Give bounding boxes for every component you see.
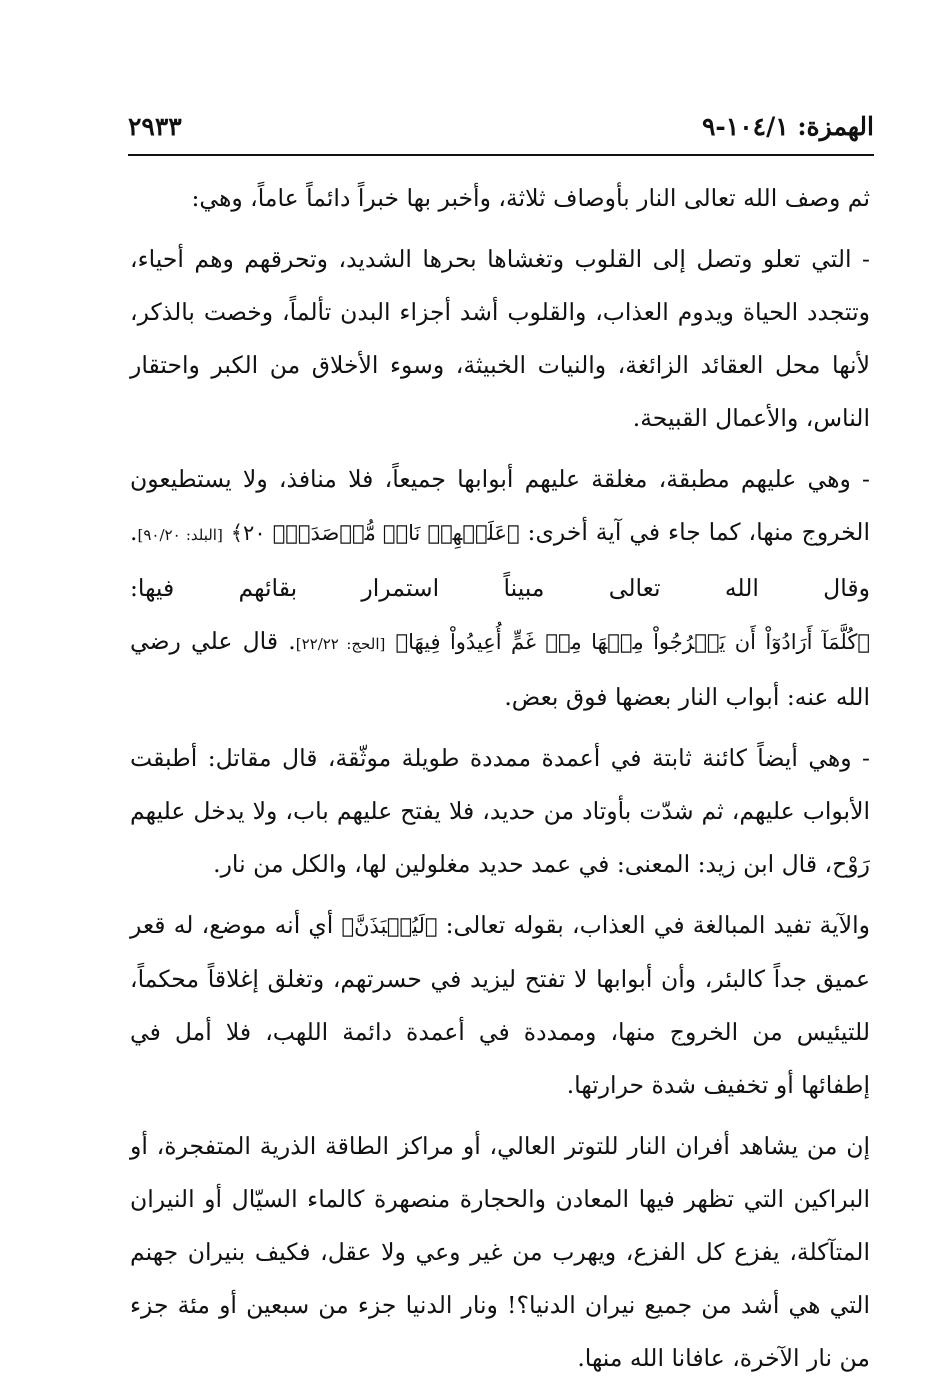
page-number: ٢٩٣٣ [128, 112, 182, 141]
page-header [128, 112, 874, 156]
header-rule [128, 154, 874, 156]
paragraph-text: أي أنه موضع، له قعر عميق جداً كالبئر، وأن أبوابها لا تفتح ليزيد في حسرتهم، وتغلق إغلاقاً محكماً، للتيئيس من الخروج منها، وممددة في أعمدة دائمة اللهب، فلا أمل في إطفائها أو تخفيف شدة حرارتها. [130, 911, 870, 1099]
quran-verse: ﴿لَيُنۢبَذَنَّ﴾ [341, 914, 438, 938]
paragraph-columns [130, 732, 870, 891]
quran-verse: ﴿كُلَّمَآ أَرَادُوٓاْ أَن يَخۡرُجُواْ مِنۡهَا مِنۡ غَمٍّ أُعِيدُواْ فِيهَا﴾ [395, 630, 870, 654]
paragraph-text: - وهي عليهم مطبقة، مغلقة عليهم أبوابها جميعاً، فلا منافذ، ولا يستطيعون الخروج منها، كما جاء في آية أخرى: [130, 465, 870, 546]
paragraph-hearts [130, 233, 870, 445]
paragraph-conclusion [130, 1120, 870, 1385]
paragraph-text: ثم وصف الله تعالى النار بأوصاف ثلاثة، وأخبر بها خبراً دائماً عاماً، وهي: [191, 184, 870, 212]
paragraph-text: - التي تعلو وتصل إلى القلوب وتغشاها بحرها الشديد، وتحرقهم وهم أحياء، وتتجدد الحياة ويدوم العذاب، والقلوب أشد أجزاء البدن تألماً، وخصت بالذكر، لأنها محل العقائد الزائغة، والنيات الخبيثة، وسوء الأخلاق من الكبر واحتقار الناس، والأعمال القبيحة. [130, 245, 870, 432]
running-head: الهمزة: ١٠٤/١-٩ [701, 112, 874, 141]
page-body [130, 172, 870, 1385]
paragraph-text: . وقال الله تعالى مبيناً استمرار بقائهم فيها: [130, 518, 870, 602]
verse-reference: [الحج: ٢٢/٢٢] [295, 635, 386, 653]
paragraph-intro [130, 172, 870, 225]
paragraph-text: . قال علي رضي الله عنه: أبواب النار بعضها فوق بعض. [130, 627, 870, 711]
paragraph-emphasis [130, 899, 870, 1112]
verse-reference: [البلد: ٩٠/٢٠] [137, 526, 223, 544]
paragraph-text: إن من يشاهد أفران النار للتوتر العالي، أو مراكز الطاقة الذرية المتفجرة، أو البراكين التي تظهر فيها المعادن والحجارة منصهرة كالماء السيّال أو النيران المتآكلة، يفزع كل الفزع، ويهرب من غير وعي ولا عقل، فكيف بنيران جهنم التي هي أشد من جميع نيران الدنيا؟! ونار الدنيا جزء من سبعين أو مئة جزء من نار الآخرة، عافانا الله منها. [130, 1132, 870, 1372]
quran-verse: ﴿عَلَيۡهِمۡ نَارٞ مُّؤۡصَدَةُۢ ٢٠﴾ [230, 521, 520, 545]
paragraph-text: والآية تفيد المبالغة في العذاب، بقوله تعالى: [445, 911, 870, 939]
paragraph-text: - وهي أيضاً كائنة ثابتة في أعمدة ممددة طويلة موثّقة، قال مقاتل: أطبقت الأبواب عليهم، ثم شدّت بأوتاد من حديد، فلا يفتح عليهم باب، ولا يدخل عليهم رَوْح، قال ابن زيد: المعنى: في عمد حديد مغلولين لها، والكل من نار. [130, 744, 870, 878]
paragraph-closed-gates [130, 453, 870, 724]
